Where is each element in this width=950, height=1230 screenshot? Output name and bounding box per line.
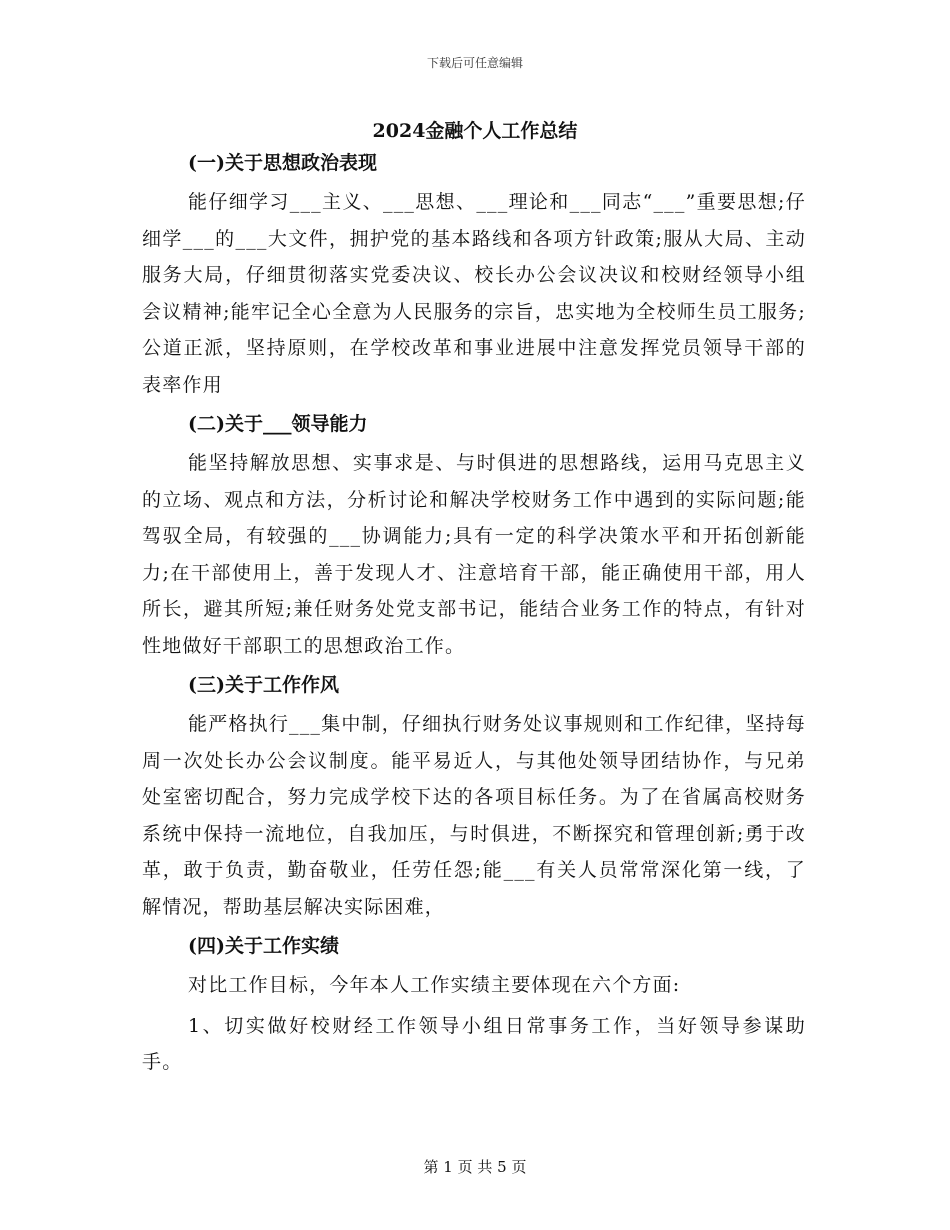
section-heading-3: (三)关于工作作风 <box>188 674 339 696</box>
section-heading-4: (四)关于工作实绩 <box>188 935 339 957</box>
section-heading-1: (一)关于思想政治表现 <box>188 152 377 174</box>
page-footer: 第 1 页 共 5 页 <box>423 1158 527 1176</box>
document-body <box>142 148 806 1087</box>
section-heading-2: (二)关于___领导能力 <box>188 413 368 435</box>
section-4-paragraph-1: 对比工作目标，今年本人工作实绩主要体现在六个方面: <box>188 974 681 996</box>
section-4-paragraph-2: 1、切实做好校财经工作领导小组日常事务工作，当好领导参谋助手。 <box>142 1014 806 1073</box>
section-1-paragraph: 能仔细学习___主义、___思想、___理论和___同志“___”重要思想;仔细学___的___大文件，拥护党的基本路线和各项方针政策;服从大局、主动服务大局，仔细贯彻落实党委决议、校长办公会议决议和校财经领导小组会议精神;能牢记全心全意为人民服务的宗旨，忠实地为全校师生员工服务;公道正派，坚持原则，在学校改革和事业进展中注意发挥党员领导干部的表率作用 <box>142 191 806 396</box>
header-note: 下载后可任意编辑 <box>426 56 523 70</box>
section-2-paragraph: 能坚持解放思想、实事求是、与时俱进的思想路线，运用马克思主义的立场、观点和方法，分析讨论和解决学校财务工作中遇到的实际问题;能驾驭全局，有较强的___协调能力;具有一定的科学决策水平和开拓创新能力;在干部使用上，善于发现人才、注意培育干部，能正确使用干部，用人所长，避其所短;兼任财务处党支部书记，能结合业务工作的特点，有针对性地做好干部职工的思想政治工作。 <box>142 452 806 657</box>
document-title: 2024金融个人工作总结 <box>372 120 578 142</box>
section-3-paragraph: 能严格执行___集中制，仔细执行财务处议事规则和工作纪律，坚持每周一次处长办公会议制度。能平易近人，与其他处领导团结协作，与兄弟处室密切配合，努力完成学校下达的各项目标任务。为了在省属高校财务系统中保持一流地位，自我加压，与时俱进，不断探究和管理创新;勇于改革，敢于负责，勤奋敬业，任劳任怨;能___有关人员常常深化第一线，了解情况，帮助基层解决实际困难， <box>142 713 806 918</box>
